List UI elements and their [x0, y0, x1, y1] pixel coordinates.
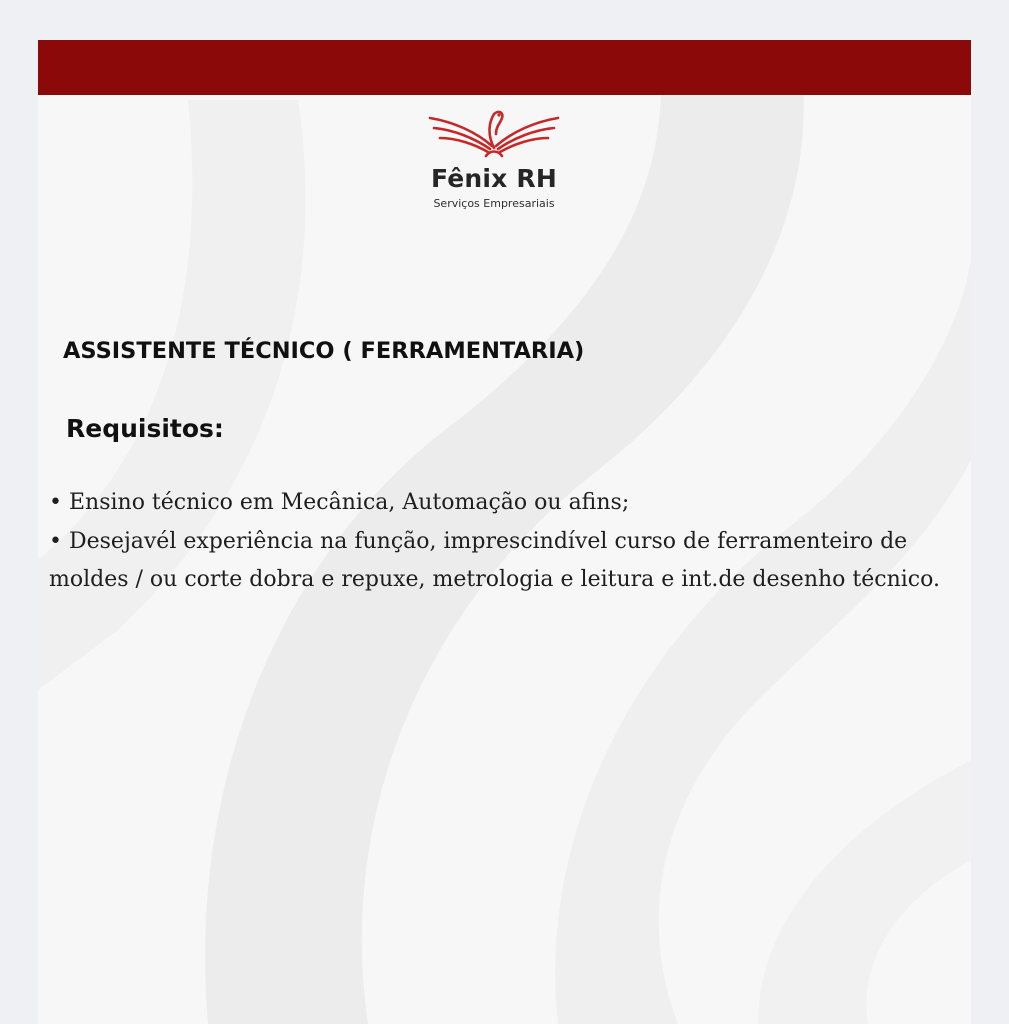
job-title: ASSISTENTE TÉCNICO ( FERRAMENTARIA) [63, 338, 585, 364]
requirements-list [49, 484, 954, 600]
requirement-item: • Desejavél experiência na função, imprescindível curso de ferramenteiro de moldes / ou corte dobra e repuxe, metrologia e leitura e int.de desenho técnico. [49, 528, 940, 592]
company-logo [418, 106, 588, 216]
requirement-item: • Ensino técnico em Mecânica, Automação ou afins; [49, 490, 630, 515]
job-posting-card [38, 40, 971, 1024]
requirements-heading: Requisitos: [66, 414, 224, 443]
logo-company-name: Fênix RH [431, 164, 557, 193]
header-bar [38, 40, 971, 95]
phoenix-icon [426, 106, 562, 158]
logo-tagline: Serviços Empresariais [433, 197, 555, 210]
